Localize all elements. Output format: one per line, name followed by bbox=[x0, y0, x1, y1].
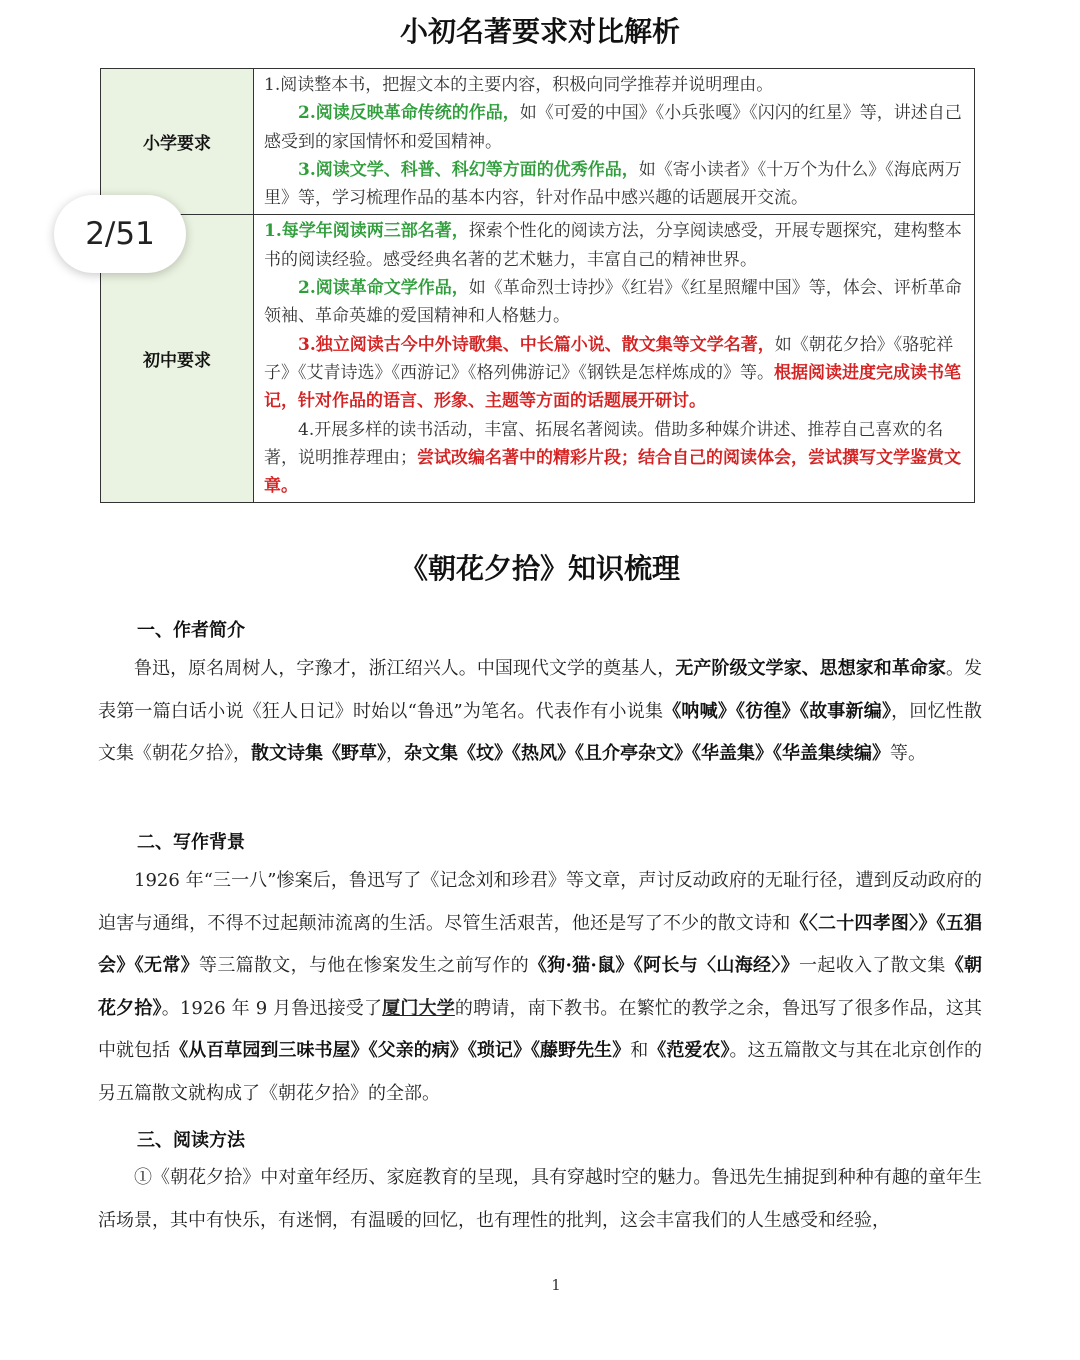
author-paragraph bbox=[98, 648, 982, 776]
page-number: 1 bbox=[551, 1276, 561, 1294]
middle-req-4-highlight: 尝试改编名著中的精彩片段；结合自己的阅读体会，尝试撰写文学鉴赏文章。 bbox=[264, 447, 961, 497]
text-span-bold: 《狗·猫·鼠》《阿长与〈山海经〉》 bbox=[528, 955, 800, 976]
text-span-bold: 《朝花夕拾》 bbox=[98, 955, 983, 1019]
text-span: ， bbox=[386, 743, 404, 764]
middle-req-1 bbox=[264, 217, 964, 274]
middle-label: 初中要求 bbox=[101, 215, 254, 503]
text-span: 。这五篇散文与其在北京创作的另五篇散文就构成了《朝花夕拾》的全部。 bbox=[98, 1040, 983, 1104]
primary-req-3 bbox=[264, 156, 964, 213]
middle-req-1-highlight: 1.每学年阅读两三部名著， bbox=[264, 221, 469, 242]
primary-req-3-highlight: 3.阅读文学、科普、科幻等方面的优秀作品， bbox=[298, 159, 639, 180]
middle-req-2 bbox=[264, 274, 964, 331]
text-span-bold: 《呐喊》《彷徨》《故事新编》 bbox=[663, 700, 892, 722]
text-span: 等三篇散文，与他在惨案发生之前写作的 bbox=[198, 955, 529, 976]
middle-req-3-highlight: 3.独立阅读古今中外诗歌集、中长篇小说、散文集等文学名著， bbox=[298, 334, 775, 355]
text-span: ，回忆性散文集《朝花夕拾》， bbox=[98, 700, 983, 764]
middle-content bbox=[254, 215, 975, 503]
heading-author: 一、作者简介 bbox=[137, 620, 245, 641]
xiamen-university-link[interactable]: 厦门大学 bbox=[382, 997, 455, 1019]
primary-req-3-text: 如《寄小读者》《十万个为什么》《海底两万里》等，学习梳理作品的基本内容，针对作品中感兴趣的话题展开交流。 bbox=[264, 159, 962, 209]
text-span: 的聘请，南下教书。在繁忙的教学之余，鲁迅写了很多作品，这其中就包括 bbox=[98, 997, 983, 1061]
text-span: 鲁迅，原名周树人，字豫才，浙江绍兴人。中国现代文学的奠基人， bbox=[134, 658, 676, 679]
middle-req-4-text: 4.开展多样的读书活动，丰富、拓展名著阅读。借助多种媒介讲述、推荐自己喜欢的名著，说明推荐理由； bbox=[264, 419, 944, 468]
primary-label: 小学要求 bbox=[101, 69, 254, 215]
primary-req-2-highlight: 2.阅读反映革命传统的作品， bbox=[298, 103, 520, 124]
text-span-bold: 《〈二十四孝图〉》《五猖会》《无常》 bbox=[98, 912, 982, 976]
page-indicator-badge: 2/51 bbox=[54, 195, 186, 273]
middle-req-3-highlight-2: 根据阅读进度完成读书笔记，针对作品的语言、形象、主题等方面的话题展开研讨。 bbox=[264, 362, 961, 412]
text-span-bold: 散文诗集《野草》 bbox=[251, 743, 386, 764]
section-title: 《朝花夕拾》知识梳理 bbox=[399, 552, 680, 585]
middle-req-4 bbox=[264, 416, 964, 501]
primary-content bbox=[254, 69, 975, 215]
text-span: 。1926 年 9 月鲁迅接受了 bbox=[161, 997, 383, 1019]
primary-req-2-text: 如《可爱的中国》《小兵张嘎》《闪闪的红星》等，讲述自己感受到的家国情怀和爱国精神。 bbox=[264, 103, 962, 152]
reading-method-paragraph: ①《朝花夕拾》中对童年经历、家庭教育的呈现，具有穿越时空的魅力。鲁迅先生捕捉到种种有趣的童年生活场景，其中有快乐，有迷惘，有温暖的回忆，也有理性的批判，这会丰富我们的人生感受和经验， bbox=[98, 1167, 982, 1231]
text-span-bold: 无产阶级文学家、思想家和革命家 bbox=[675, 658, 946, 679]
middle-req-1-text: 探索个性化的阅读方法，分享阅读感受，开展专题探究，建构整本书的阅读经验。感受经典名著的艺术魅力，丰富自己的精神世界。 bbox=[264, 221, 962, 270]
middle-req-2-highlight: 2.阅读革命文学作品， bbox=[298, 278, 469, 299]
background-paragraph bbox=[98, 860, 982, 1115]
text-span-bold: 《范爱农》 bbox=[648, 1040, 730, 1061]
middle-req-3 bbox=[264, 331, 964, 416]
text-span: 等。 bbox=[890, 743, 926, 764]
text-span: 1926 年“三一八”惨案后，鲁迅写了《记念刘和珍君》等文章，声讨反动政府的无耻行径，遭到反动政府的迫害与通缉，不得不过起颠沛流离的生活。尽管生活艰苦，他还是写了不少的散文诗和 bbox=[98, 870, 982, 934]
table-row bbox=[101, 215, 975, 503]
middle-req-3-text: 如《朝花夕拾》《骆驼祥子》《艾青诗选》《西游记》《格列佛游记》《钢铁是怎样炼成的》等。 bbox=[264, 334, 954, 383]
primary-req-2 bbox=[264, 99, 964, 156]
table-row bbox=[101, 69, 975, 215]
text-span-bold: 《从百草园到三味书屋》《父亲的病》《琐记》《藤野先生》 bbox=[170, 1040, 631, 1061]
text-span: 和 bbox=[630, 1040, 649, 1061]
middle-req-2-text: 如《革命烈士诗抄》《红岩》《红星照耀中国》等，体会、评析革命领袖、革命英雄的爱国精神和人格魅力。 bbox=[264, 278, 962, 327]
heading-reading-method: 三、阅读方法 bbox=[137, 1130, 245, 1151]
page-title: 小初名著要求对比解析 bbox=[399, 15, 680, 48]
text-span: 。发表第一篇白话小说《狂人日记》时始以“鲁迅”为笔名。代表作有小说集 bbox=[98, 658, 983, 722]
text-span-bold: 杂文集《坟》《热风》《且介亭杂文》《华盖集》《华盖集续编》 bbox=[404, 743, 890, 764]
text-span: 一起收入了散文集 bbox=[799, 955, 946, 976]
heading-background: 二、写作背景 bbox=[137, 832, 245, 853]
requirements-table bbox=[100, 68, 975, 503]
primary-req-1: 1.阅读整本书，把握文本的主要内容，积极向同学推荐并说明理由。 bbox=[264, 75, 774, 95]
